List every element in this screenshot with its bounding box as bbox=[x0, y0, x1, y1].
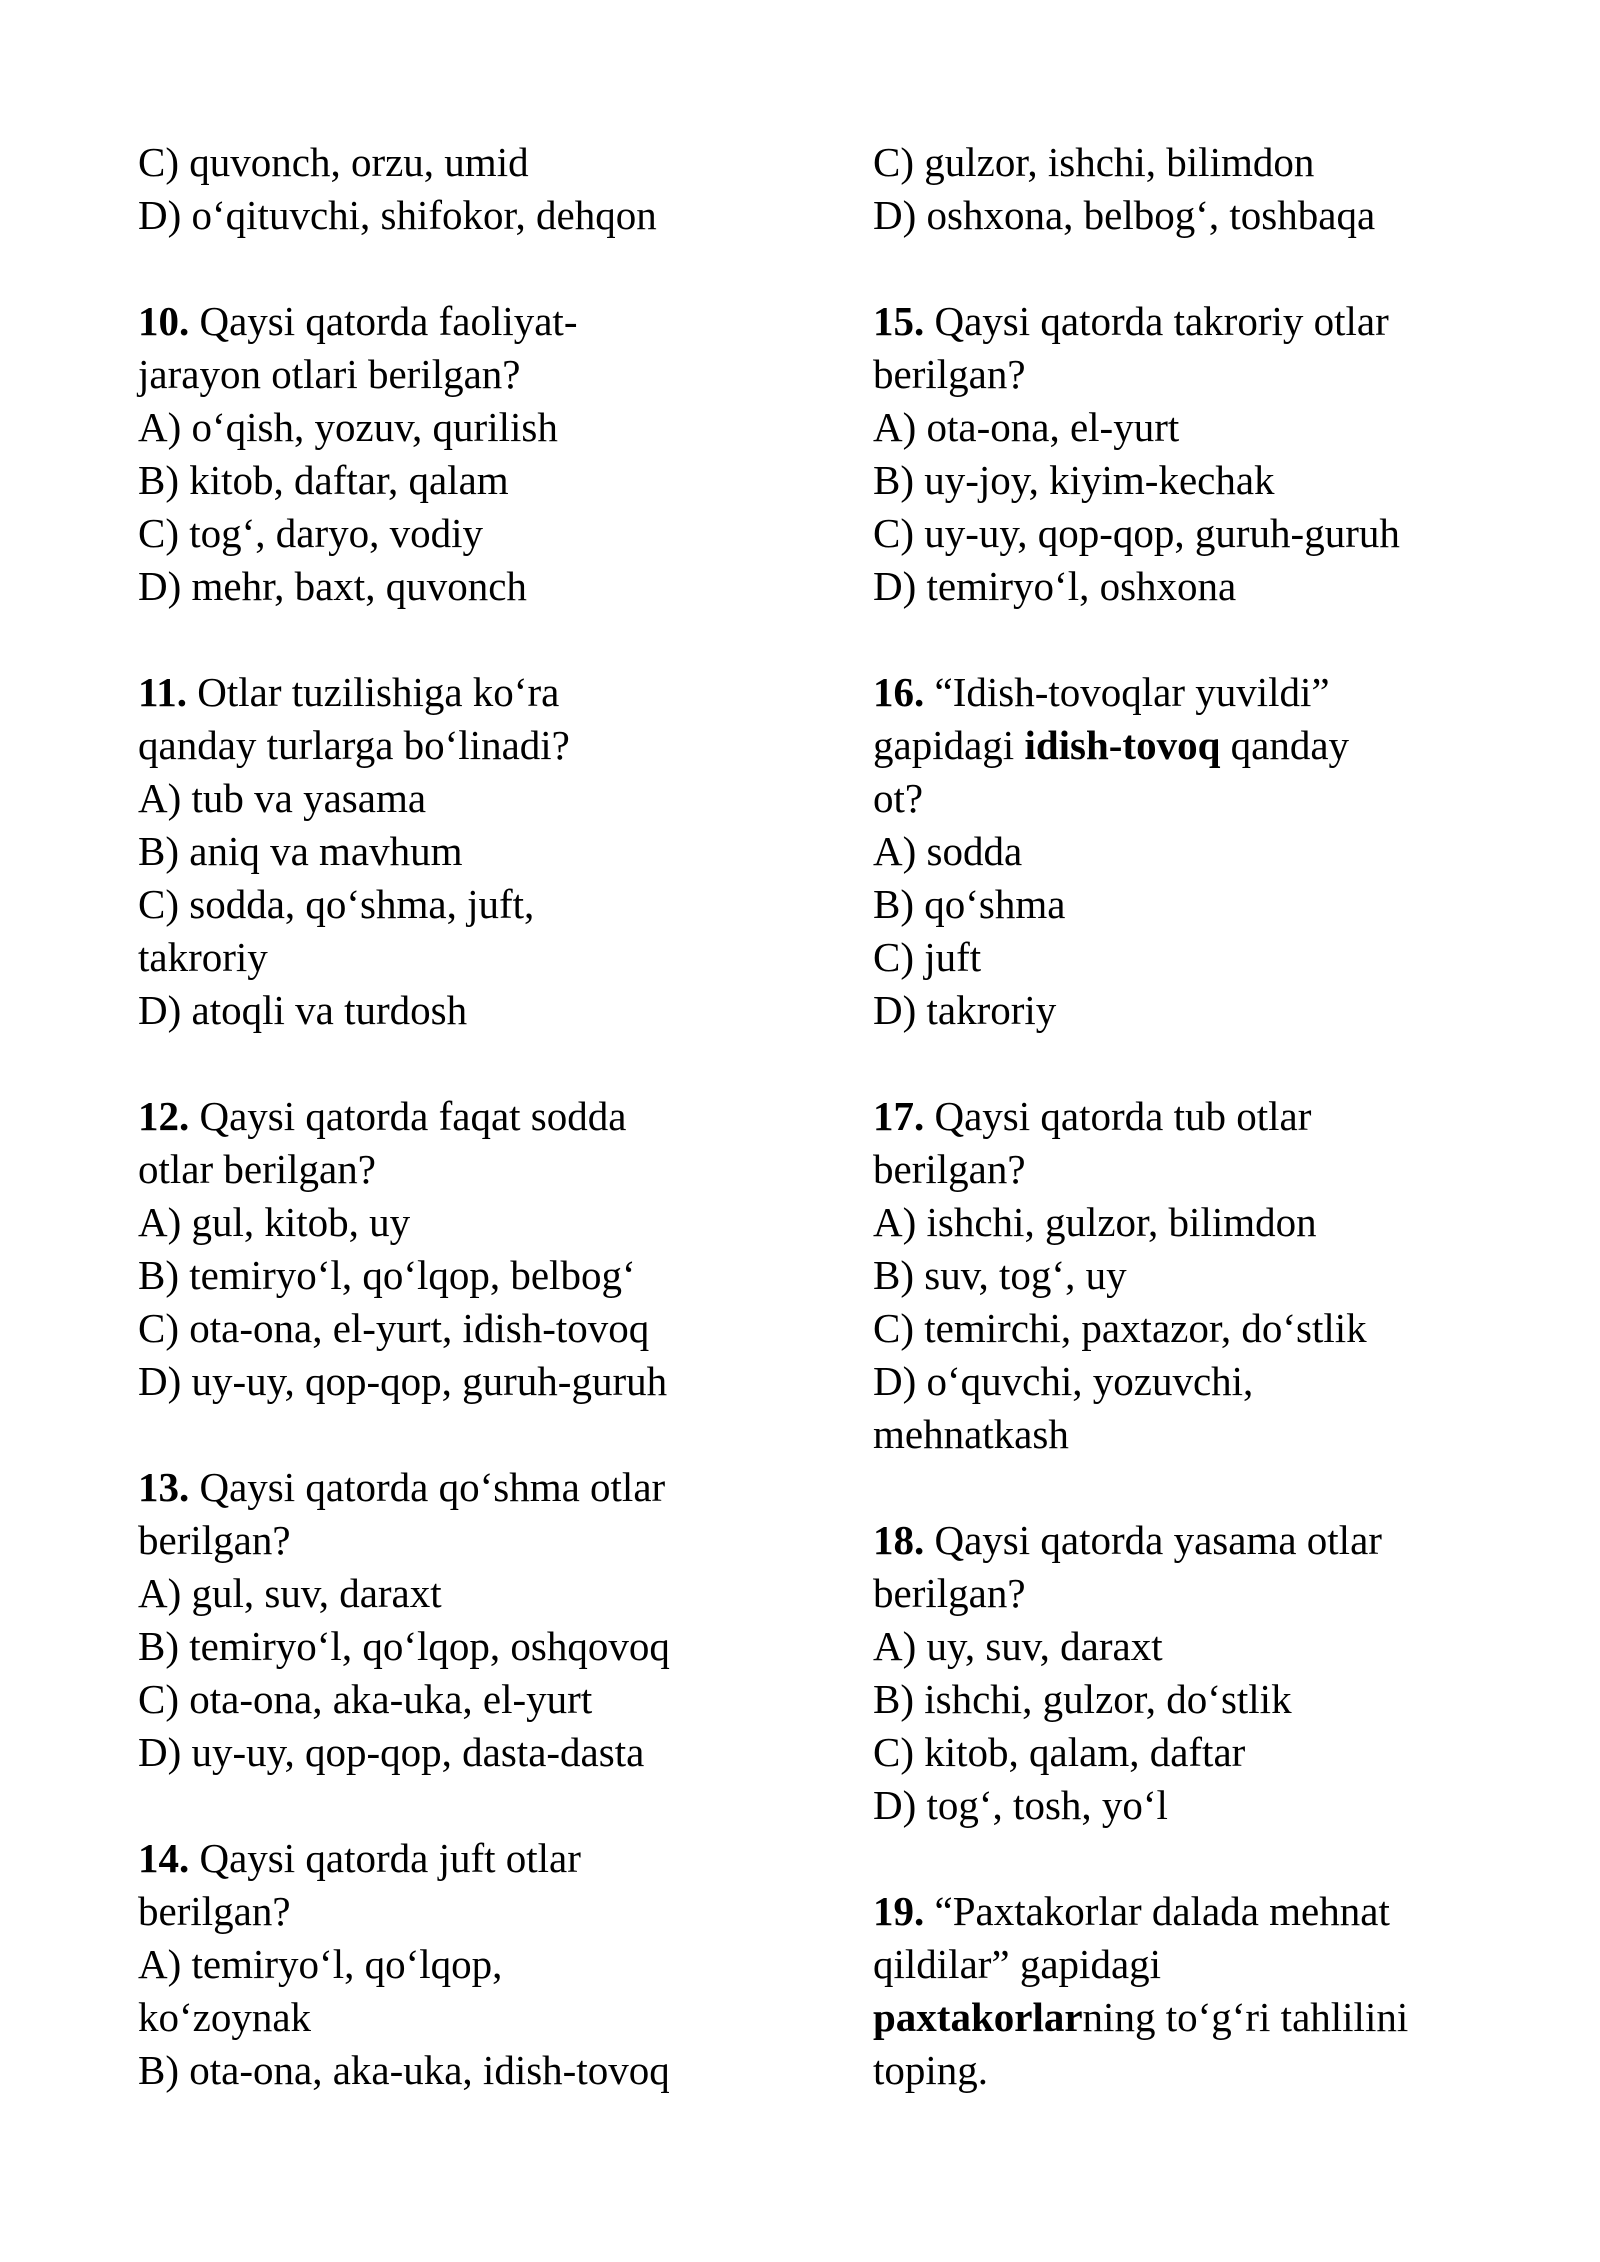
question-number: 18. bbox=[873, 1517, 925, 1563]
question-19 bbox=[873, 1885, 1513, 2097]
question-number: 11. bbox=[138, 669, 187, 715]
option-c: C) uy-uy, qop-qop, guruh-guruh bbox=[873, 510, 1400, 556]
question-number: 12. bbox=[138, 1093, 190, 1139]
option-c: C) ota-ona, el-yurt, idish-tovoq bbox=[138, 1305, 650, 1351]
option-b: B) qo‘shma bbox=[873, 881, 1066, 927]
question-text-cont: berilgan? bbox=[873, 1570, 1026, 1616]
question-text-cont: qanday turlarga bo‘linadi? bbox=[138, 722, 570, 768]
question-text-cont: berilgan? bbox=[873, 351, 1026, 397]
question-number: 13. bbox=[138, 1464, 190, 1510]
option-c: C) gulzor, ishchi, bilimdon bbox=[873, 139, 1315, 185]
question-text-cont: berilgan? bbox=[138, 1888, 291, 1934]
question-13 bbox=[138, 1461, 798, 1779]
option-a-cont: ko‘zoynak bbox=[138, 1994, 312, 2040]
option-d: D) atoqli va turdosh bbox=[138, 987, 468, 1033]
question-number: 16. bbox=[873, 669, 925, 715]
question-text: 10. Qaysi qatorda faoliyat- bbox=[138, 298, 578, 344]
option-b: B) ishchi, gulzor, do‘stlik bbox=[873, 1676, 1292, 1722]
option-d: D) o‘qituvchi, shifokor, dehqon bbox=[138, 192, 657, 238]
option-c: C) quvonch, orzu, umid bbox=[138, 139, 529, 185]
question-text: 14. Qaysi qatorda juft otlar bbox=[138, 1835, 581, 1881]
question-text: 18. Qaysi qatorda yasama otlar bbox=[873, 1517, 1382, 1563]
option-a: A) ishchi, gulzor, bilimdon bbox=[873, 1199, 1317, 1245]
option-b: B) ota-ona, aka-uka, idish-tovoq bbox=[138, 2047, 670, 2093]
question-text-cont: gapidagi idish-tovoq qanday bbox=[873, 722, 1350, 768]
question-number: 19. bbox=[873, 1888, 925, 1934]
question-text: 15. Qaysi qatorda takroriy otlar bbox=[873, 298, 1389, 344]
question-9-tail bbox=[138, 136, 798, 242]
question-text-cont: otlar berilgan? bbox=[138, 1146, 376, 1192]
bold-term: paxtakorlar bbox=[873, 1994, 1083, 2040]
option-c: C) ota-ona, aka-uka, el-yurt bbox=[138, 1676, 593, 1722]
question-12 bbox=[138, 1090, 798, 1408]
question-text: 12. Qaysi qatorda faqat sodda bbox=[138, 1093, 627, 1139]
option-d: D) uy-uy, qop-qop, guruh-guruh bbox=[138, 1358, 668, 1404]
option-a: A) gul, suv, daraxt bbox=[138, 1570, 442, 1616]
question-text-cont: qildilar” gapidagi bbox=[873, 1941, 1162, 1987]
question-text: 11. Otlar tuzilishiga ko‘ra bbox=[138, 669, 560, 715]
option-b: B) temiryo‘l, qo‘lqop, oshqovoq bbox=[138, 1623, 670, 1669]
option-b: B) temiryo‘l, qo‘lqop, belbog‘ bbox=[138, 1252, 636, 1298]
question-14 bbox=[138, 1832, 798, 2097]
question-14-tail bbox=[873, 136, 1513, 242]
option-a: A) ota-ona, el-yurt bbox=[873, 404, 1180, 450]
question-text-cont: jarayon otlari berilgan? bbox=[138, 351, 521, 397]
question-15 bbox=[873, 295, 1513, 613]
question-text-cont: paxtakorlarning to‘g‘ri tahlilini bbox=[873, 1994, 1409, 2040]
question-16 bbox=[873, 666, 1513, 1037]
option-d: D) mehr, baxt, quvonch bbox=[138, 563, 527, 609]
option-d-cont: mehnatkash bbox=[873, 1411, 1069, 1457]
option-a: A) temiryo‘l, qo‘lqop, bbox=[138, 1941, 503, 1987]
option-b: B) aniq va mavhum bbox=[138, 828, 463, 874]
question-text: 13. Qaysi qatorda qo‘shma otlar bbox=[138, 1464, 666, 1510]
bold-term: idish-tovoq bbox=[1024, 722, 1221, 768]
option-a: A) sodda bbox=[873, 828, 1023, 874]
question-text-cont: berilgan? bbox=[138, 1517, 291, 1563]
option-d: D) takroriy bbox=[873, 987, 1057, 1033]
option-d: D) o‘quvchi, yozuvchi, bbox=[873, 1358, 1254, 1404]
question-10 bbox=[138, 295, 798, 613]
question-number: 15. bbox=[873, 298, 925, 344]
option-d: D) oshxona, belbog‘, toshbaqa bbox=[873, 192, 1376, 238]
question-11 bbox=[138, 666, 798, 1037]
option-c: C) kitob, qalam, daftar bbox=[873, 1729, 1246, 1775]
option-d: D) temiryo‘l, oshxona bbox=[873, 563, 1237, 609]
option-b: B) uy-joy, kiyim-kechak bbox=[873, 457, 1275, 503]
option-d: D) uy-uy, qop-qop, dasta-dasta bbox=[138, 1729, 645, 1775]
question-text-cont: berilgan? bbox=[873, 1146, 1026, 1192]
option-c-cont: takroriy bbox=[138, 934, 268, 980]
question-text: 17. Qaysi qatorda tub otlar bbox=[873, 1093, 1312, 1139]
option-c: C) temirchi, paxtazor, do‘stlik bbox=[873, 1305, 1367, 1351]
option-c: C) juft bbox=[873, 934, 982, 980]
option-b: B) suv, tog‘, uy bbox=[873, 1252, 1127, 1298]
question-text: 19. “Paxtakorlar dalada mehnat bbox=[873, 1888, 1390, 1934]
question-number: 10. bbox=[138, 298, 190, 344]
option-a: A) uy, suv, daraxt bbox=[873, 1623, 1163, 1669]
option-a: A) tub va yasama bbox=[138, 775, 427, 821]
question-text: 16. “Idish-tovoqlar yuvildi” bbox=[873, 669, 1330, 715]
option-c: C) sodda, qo‘shma, juft, bbox=[138, 881, 535, 927]
question-text-cont: ot? bbox=[873, 775, 924, 821]
question-text-cont: toping. bbox=[873, 2047, 989, 2093]
option-a: A) o‘qish, yozuv, qurilish bbox=[138, 404, 558, 450]
option-a: A) gul, kitob, uy bbox=[138, 1199, 411, 1245]
question-17 bbox=[873, 1090, 1513, 1461]
left-column bbox=[138, 136, 798, 2097]
option-c: C) tog‘, daryo, vodiy bbox=[138, 510, 484, 556]
question-number: 14. bbox=[138, 1835, 190, 1881]
right-column bbox=[873, 136, 1513, 2097]
option-b: B) kitob, daftar, qalam bbox=[138, 457, 509, 503]
option-d: D) tog‘, tosh, yo‘l bbox=[873, 1782, 1168, 1828]
question-18 bbox=[873, 1514, 1513, 1832]
question-number: 17. bbox=[873, 1093, 925, 1139]
